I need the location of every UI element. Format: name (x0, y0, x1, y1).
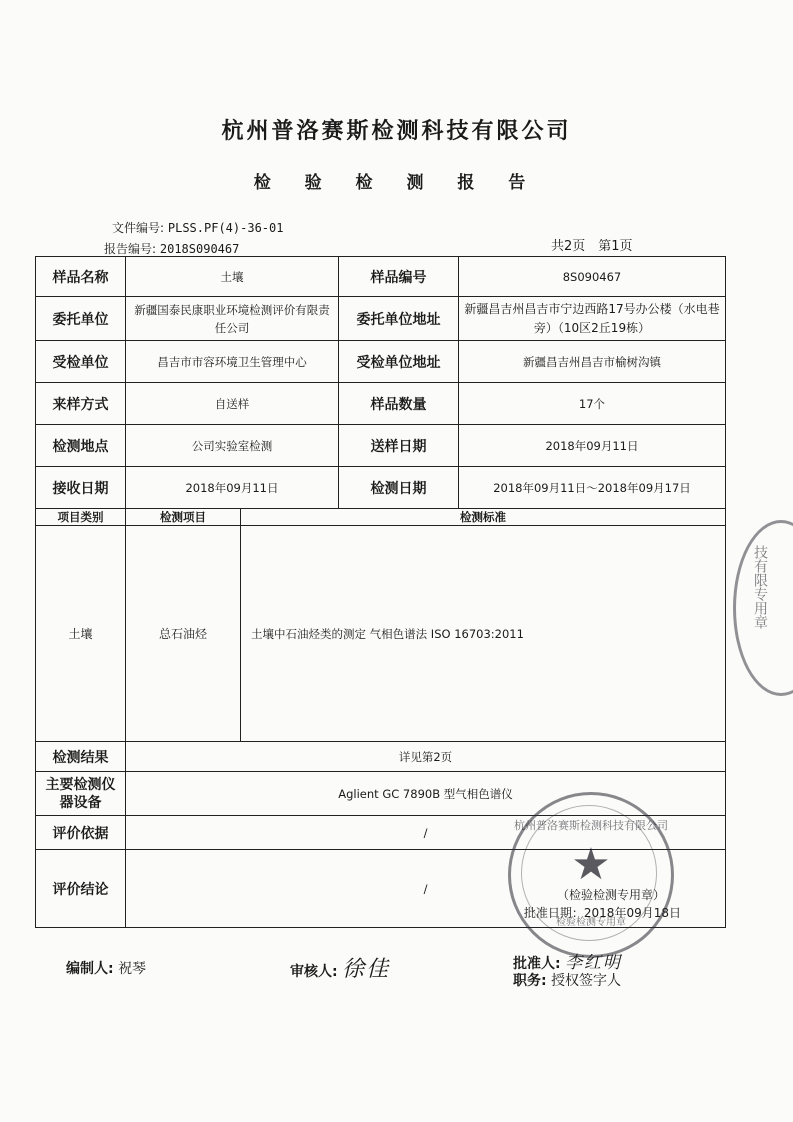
issue-date-value: 2018年09月18日 (583, 906, 681, 920)
seal-text: 杭州普洛赛斯检测科技有限公司 (514, 819, 668, 832)
issue-date-label: 批准日期： (523, 906, 584, 920)
editor (66, 958, 146, 978)
approver-label: 批准人: (513, 956, 561, 972)
row-test-header (36, 509, 726, 526)
position (513, 970, 621, 990)
seal-star-icon: ★ (571, 839, 611, 890)
reviewer-label: 审核人: (290, 964, 338, 980)
standard-header: 检测标准 (241, 509, 726, 526)
category-value: 土壤 (36, 526, 126, 742)
row-sample-name (36, 257, 726, 297)
standard-value: 土壤中石油烃类的测定 气相色谱法 ISO 16703:2011 (241, 526, 726, 742)
instrument-label: 主要检测仪器设备 (36, 772, 126, 816)
qty-value: 17个 (459, 383, 726, 425)
client-addr-value: 新疆昌吉州昌吉市宁边西路17号办公楼（水电巷旁）（10区2丘19栋） (459, 297, 726, 341)
basis-label: 评价依据 (36, 816, 126, 850)
company-name: 杭州普洛赛斯检测科技有限公司 (221, 118, 572, 144)
category-header: 项目类别 (36, 509, 126, 526)
edge-seal-text: 技有限专用章 (752, 545, 768, 629)
test-date-value: 2018年09月11日～2018年09月17日 (459, 467, 726, 509)
conclusion-value: / (423, 881, 428, 896)
receive-date-value: 2018年09月11日 (126, 467, 339, 509)
instrument-value: Aglient GC 7890B 型气相色谱仪 (126, 772, 726, 816)
sampling-value: 自送样 (126, 383, 339, 425)
deliver-date-label: 送样日期 (339, 425, 459, 467)
editor-name: 祝琴 (118, 961, 147, 977)
client-value: 新疆国泰民康职业环境检测评价有限责任公司 (126, 297, 339, 341)
inspected-addr-value: 新疆昌吉州昌吉市榆树沟镇 (459, 341, 726, 383)
site-value: 公司实验室检测 (126, 425, 339, 467)
file-number-value: PLSS.PF(4)-36-01 (167, 221, 284, 235)
file-number-label: 文件编号: (112, 221, 165, 235)
item-header: 检测项目 (126, 509, 241, 526)
position-value: 授权签字人 (551, 973, 622, 989)
basis-value: / (126, 816, 726, 850)
seal-subtext: 检验检测专用章 (556, 917, 626, 928)
file-number (112, 219, 283, 236)
row-site (36, 425, 726, 467)
document-title: 检 验 检 测 报 告 (253, 173, 540, 193)
company-seal (508, 792, 674, 958)
approver-signature: 李红明 (565, 953, 623, 973)
row-client (36, 297, 726, 341)
edge-seal (733, 520, 793, 696)
item-value: 总石油烃 (126, 526, 241, 742)
row-dates (36, 467, 726, 509)
reviewer (290, 952, 390, 983)
row-test (36, 526, 726, 742)
test-date-label: 检测日期 (339, 467, 459, 509)
inspected-label: 受检单位 (36, 341, 126, 383)
conclusion-label: 评价结论 (36, 850, 126, 928)
row-inspected (36, 341, 726, 383)
site-label: 检测地点 (36, 425, 126, 467)
qty-label: 样品数量 (339, 383, 459, 425)
row-sampling (36, 383, 726, 425)
report-number-label: 报告编号: (104, 242, 157, 256)
reviewer-signature: 徐佳 (342, 957, 391, 982)
row-result (36, 742, 726, 772)
sampling-label: 来样方式 (36, 383, 126, 425)
stamp-note: （检验检测专用章） (556, 888, 665, 902)
page-count: 共2页 第1页 (551, 239, 633, 254)
client-label: 委托单位 (36, 297, 126, 341)
sample-no-value: 8S090467 (459, 257, 726, 297)
inspected-value: 昌吉市市容环境卫生管理中心 (126, 341, 339, 383)
result-value: 详见第2页 (126, 742, 726, 772)
result-label: 检测结果 (36, 742, 126, 772)
sample-name-label: 样品名称 (36, 257, 126, 297)
inspected-addr-label: 受检单位地址 (339, 341, 459, 383)
client-addr-label: 委托单位地址 (339, 297, 459, 341)
sample-no-label: 样品编号 (339, 257, 459, 297)
receive-date-label: 接收日期 (36, 467, 126, 509)
report-number-value: 2018S090467 (159, 242, 240, 256)
editor-label: 编制人: (66, 961, 114, 977)
deliver-date-value: 2018年09月11日 (459, 425, 726, 467)
report-number (104, 240, 239, 257)
sample-name-value: 土壤 (126, 257, 339, 297)
position-label: 职务: (513, 973, 547, 989)
